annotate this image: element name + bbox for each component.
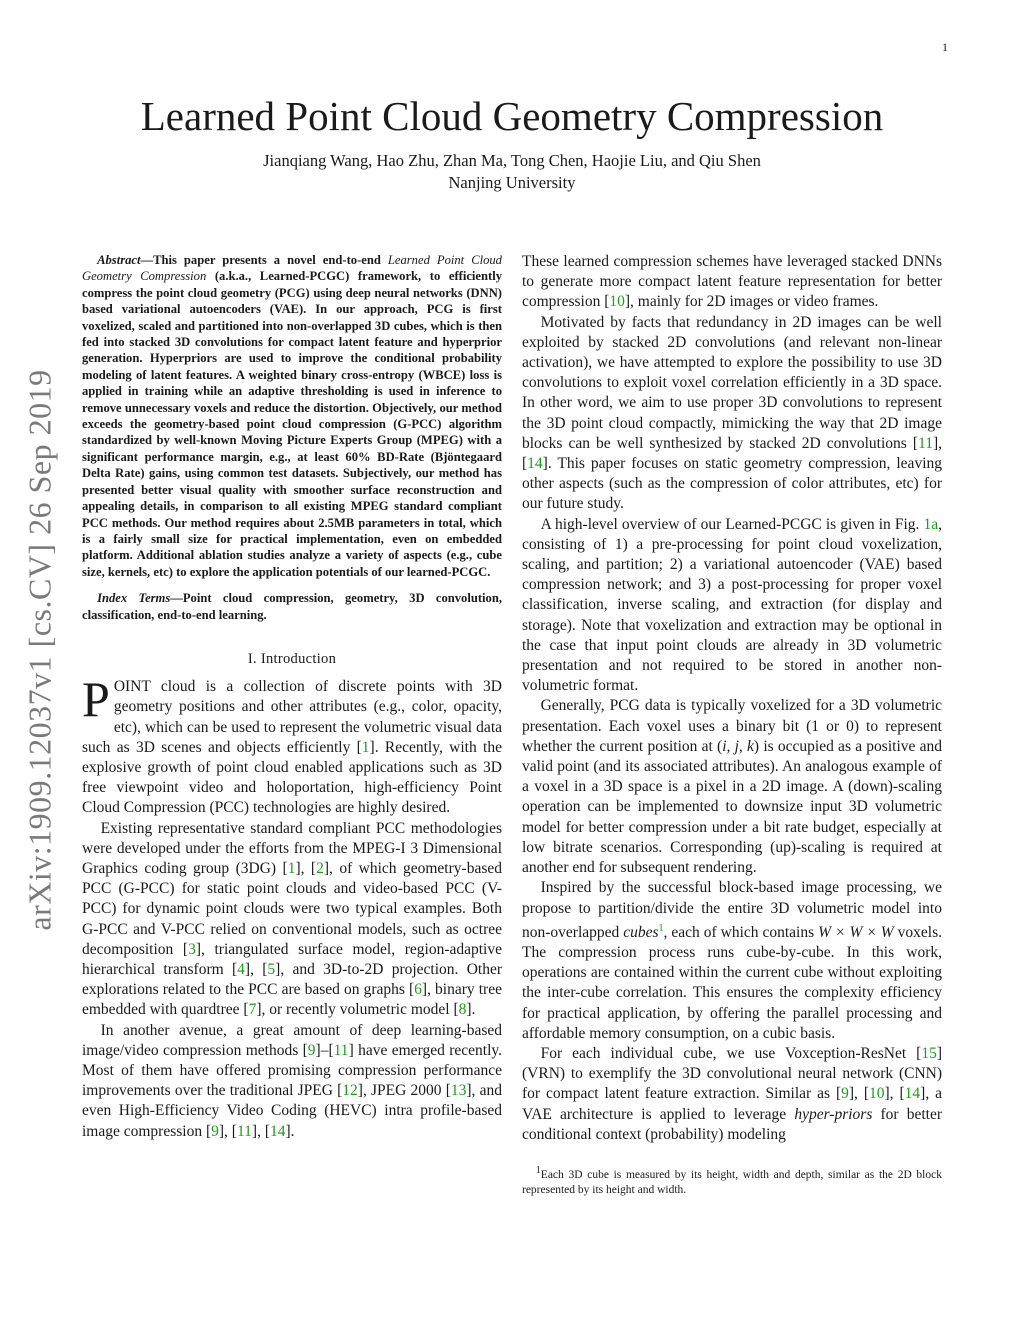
citation-link[interactable]: 11 [918,434,933,452]
math-inline: W × W × W [818,923,894,941]
footnote-text: Each 3D cube is measured by its height, width and depth, similar as the 2D block represented by its height and width. [522,1168,942,1196]
citation-link[interactable]: 12 [342,1082,358,1100]
section-heading-introduction: I. Introduction [247,650,337,667]
index-terms-label: Index Terms [97,591,171,606]
citation-link[interactable]: 14 [527,455,543,473]
left-column [82,252,502,1142]
framework-name: Learned Point Cloud Geometry Compression [82,253,502,284]
cubes-term: cubes [623,923,659,941]
page-number: 1 [942,40,948,54]
arxiv-stamp[interactable]: arXiv:1909.12037v1 [cs.CV] 26 Sep 2019 [21,369,58,931]
drop-cap: P [82,671,110,728]
citation-link[interactable]: 13 [450,1082,467,1100]
affiliation: Nanjing University [448,173,576,192]
hyper-priors-term: hyper-priors [794,1105,873,1123]
paper-title: Learned Point Cloud Geometry Compression [140,93,884,139]
citation-link[interactable]: 14 [904,1085,921,1103]
citation-link[interactable]: 9 [841,1085,849,1103]
abstract-label: Abstract [97,253,141,267]
citation-link[interactable]: 9 [211,1122,219,1140]
citation-link[interactable]: 10 [869,1085,885,1103]
index-terms-body: —Point cloud compression, geometry, 3D convolution, classification, end-to-end learning. [82,591,502,622]
body-paragraph-2: Motivated by facts that redundancy in 2D images can be well exploited by stacked 2D convolutions (and relevant non-linear activation), we have attempted to explore the possibility to use 3D convolutions to exploit voxel correlation efficiently in a 3D space. In other word, we aim to use proper 3D convolutions to represent the 3D point cloud compactly, mimicking the way that 2D image blocks can be well synthesized by stacked 2D convolutions [11], [14]. This paper focuses on static geometry compression, leaving other aspects (such as the compression of color attributes, etc) for our future study. [522,313,942,513]
figure-link[interactable]: 1a [923,515,939,533]
citation-link[interactable]: 14 [269,1122,286,1140]
citation-link[interactable]: 11 [333,1041,349,1059]
citation-link[interactable]: 15 [921,1045,937,1063]
intro-paragraph-3: In another avenue, a great amount of deep learning-based image/video compression methods [9]–[11] have emerged recently. Most of them have offered promising compression performance improvements over the traditional JPEG [12], JPEG 2000 [13], and even High-Efficiency Video Coding (HEVC) intra profile-based image compression [9], [11], [14]. [82,1021,502,1140]
author-list: Jianqiang Wang, Hao Zhu, Zhan Ma, Tong Chen, Haojie Liu, and Qiu Shen [263,151,761,170]
body-paragraph-1: These learned compression schemes have leveraged stacked DNNs to generate more compact latent feature representation for better compression [10], mainly for 2D images or video frames. [522,253,942,311]
footnote-number: 1 [535,1165,541,1177]
abstract-body: (a.k.a., Learned-PCGC) framework, to efficiently compress the point cloud geometry (PCG) using deep neural networks (DNN) based variational autoencoders (VAE). In our approach, PCG is first voxelized, scaled and partitioned into non-overlapped 3D cubes, which is then fed into stacked 3D convolutions for compact latent feature and hyperprior generation. Hyperpriors are used to improve the conditional probability modeling of latent features. A weighted binary cross-entropy (WBCE) loss is applied in training while an adaptive thresholding is used in inference to remove unnecessary voxels and reduce the distortion. Objectively, our method exceeds the geometry-based point cloud compression (G-PCC) algorithm standardized by well-known Moving Picture Experts Group (MPEG) with a significant performance margin, e.g., at least 60% BD-Rate (Bjöntegaard Delta Rate) gains, using common test datasets. Subjectively, our method has presented better visual quality with smoother surface reconstruction and appealing details, in comparison to all existing MPEG standard compliant PCC methods. Our method requires about 2.5MB parameters in total, which is a fairly small size for practical implementation, even on embedded platform. Additional ablation studies analyze a variety of aspects (e.g., cube size, kernels, etc) to explore the application potentials of our learned-PCGC. [82,269,502,579]
body-paragraph-6: For each individual cube, we use Voxception-ResNet [15] (VRN) to exemplify the 3D convolutional neural network (CNN) for compact latent feature extraction. Similar as [9], [10], [14], a VAE architecture is applied to leverage hyper-priors for better conditional context (probability) modeling [522,1045,943,1143]
citation-link[interactable]: 10 [609,293,625,311]
citation-link[interactable]: 1 [287,859,296,877]
footnote-marker[interactable]: 1 [658,922,664,934]
citation-link[interactable]: 5 [267,960,276,978]
intro-paragraph-2: Existing representative standard compliant PCC methodologies were developed under the efforts from the MPEG-I 3 Dimensional Graphics coding group (3DG) [1], [2], of which geometry-based PCC (G-PCC) for static point clouds and video-based PCC (V-PCC) for dynamic point clouds were two typical examples. Both G-PCC and V-PCC relied on conventional models, such as octree decomposition [3], triangulated surface model, region-adaptive hierarchical transform [4], [5], and 3D-to-2D projection. Other explorations related to the PCC are based on graphs [6], binary tree embedded with quardtree [7], or recently volumetric model [8]. [82,819,503,1019]
body-paragraph-5: Inspired by the successful block-based image processing, we propose to partition/divide the entire 3D volumetric model into non-overlapped cubes$^1$, each of which contains W × W × W voxels. The compression process runs cube-by-cube. In this work, operations are contained within the current cube without exploiting the inter-cube correlation. This ensures the complexity efficiency for practical application, by offering the parallel processing and affordable memory consumption, on a cubic basis. [522,879,942,1042]
citation-link[interactable]: 11 [236,1122,252,1140]
citation-link[interactable]: 9 [307,1041,316,1059]
citation-link[interactable]: 1 [361,738,370,756]
citation-link[interactable]: 8 [458,1001,467,1019]
citation-link[interactable]: 3 [188,940,196,958]
citation-link[interactable]: 4 [237,960,245,978]
body-paragraph-4: Generally, PCG data is typically voxelized for a 3D volumetric presentation. Each voxel uses a binary bit (1 or 0) to represent whether the current position at (i, j, k) is occupied as a positive and valid point (and its associated attributes). An analogous example of a voxel in a 3D space is a pixel in a 2D image. A (down)-scaling operation can be implemented to downsize input 3D volumetric model for better compression under a bit rate budget, especially at low bitrate scenarios. Corresponding (up)-scaling is required at another end for subsequent rendering. [522,697,943,877]
abstract-intro: —This paper presents a novel end-to-end [140,253,388,267]
citation-link[interactable]: 2 [316,859,324,877]
abstract [82,252,502,580]
citation-link[interactable]: 7 [248,1001,257,1019]
index-terms [82,590,502,623]
author-block [0,150,1024,194]
intro-paragraph-1: POINT cloud is a collection of discrete points with 3D geometry positions and other attributes (e.g., color, opacity, etc), which can be used to represent the volumetric visual data such as 3D scenes and objects efficiently [1]. Recently, with the explosive growth of point cloud enabled applications such as 3D free viewpoint video and holoportation, high-efficiency Point Cloud Compression (PCC) technologies are highly desired. [82,671,502,817]
math-inline: i, j, k [722,737,754,755]
right-column [522,252,942,1198]
body-paragraph-3: A high-level overview of our Learned-PCGC is given in Fig. 1a, consisting of 1) a pre-processing for point cloud voxelization, scaling, and partition; 2) a variational autoencoder (VAE) based compression network; and 3) a post-processing for proper voxel classification, inverse scaling, and extraction (for display and storage). Note that voxelization and extraction may be optional in the case that input point clouds are already in 3D volumetric presentation and not required to be stored in another non-volumetric format. [522,515,942,695]
footnote [522,1163,942,1198]
citation-link[interactable]: 6 [414,981,422,999]
